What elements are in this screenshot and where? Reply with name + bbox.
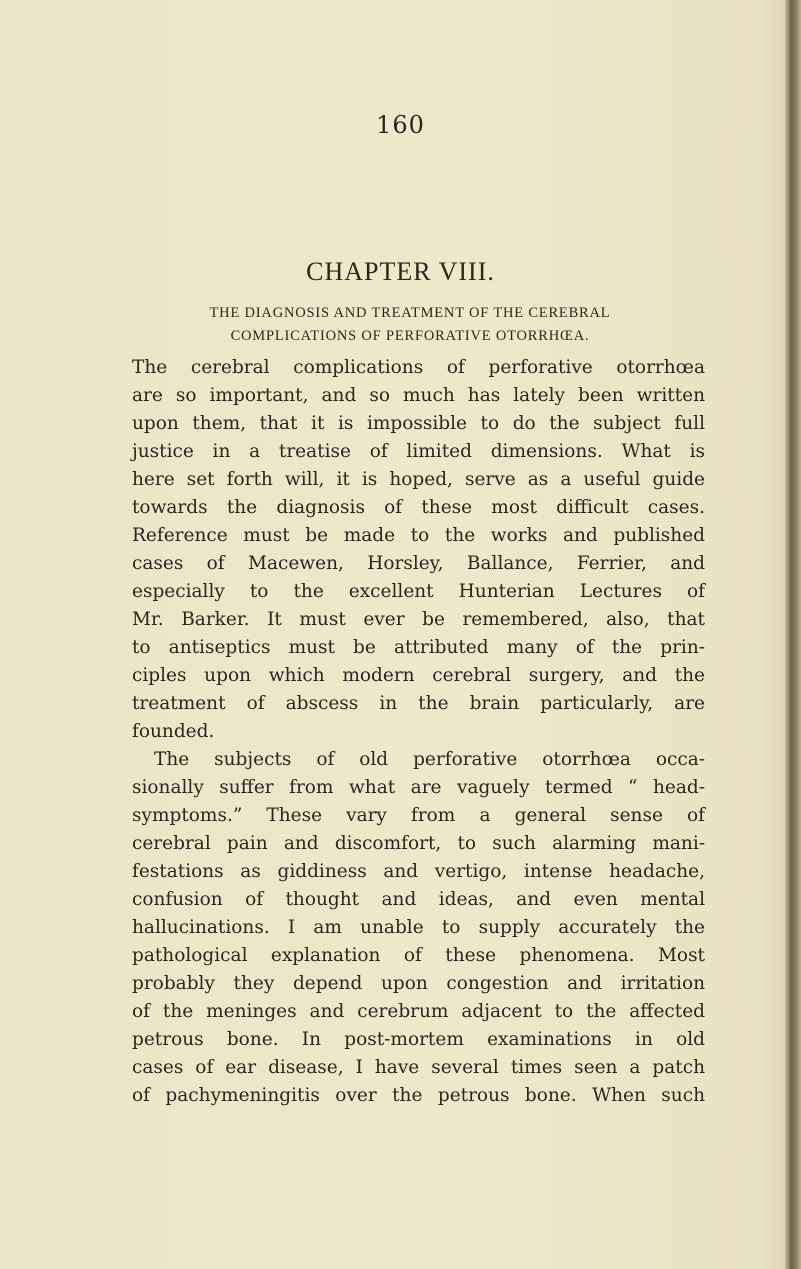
text-line: towards the diagnosis of these most difficult cases. [132, 497, 705, 518]
text-line: justice in a treatise of limited dimensions. What is [132, 441, 705, 462]
text-line: to antiseptics must be attributed many of the prin- [132, 637, 705, 658]
chapter-title: CHAPTER VIII. [306, 257, 495, 286]
text-line: sionally suffer from what are vaguely termed “ head- [132, 777, 705, 798]
text-line: especially to the excellent Hunterian Lectures of [132, 581, 705, 602]
text-line: symptoms.” These vary from a general sense of [132, 805, 705, 826]
text-line: cases of ear disease, I have several times seen a patch [132, 1057, 705, 1078]
text-line: ciples upon which modern cerebral surgery, and the [132, 665, 705, 686]
page-binding-edge [785, 0, 801, 1269]
text-line: here set forth will, it is hoped, serve as a useful guide [132, 469, 705, 490]
chapter-subtitle [140, 302, 680, 348]
text-line: upon them, that it is impossible to do the subject full [132, 413, 705, 434]
text-line: treatment of abscess in the brain particularly, are [132, 693, 705, 714]
text-line: petrous bone. In post-mortem examinations in old [132, 1029, 705, 1050]
text-line: hallucinations. I am unable to supply accurately the [132, 917, 705, 938]
text-line: pathological explanation of these phenomena. Most [132, 945, 705, 966]
text-line: cerebral pain and discomfort, to such alarming mani- [132, 833, 705, 854]
text-line: are so important, and so much has lately been written [132, 385, 705, 406]
subtitle-line: THE DIAGNOSIS AND TREATMENT OF THE CEREBRAL [209, 305, 611, 321]
text-line: Mr. Barker. It must ever be remembered, also, that [132, 609, 705, 630]
text-line: confusion of thought and ideas, and even mental [132, 889, 705, 910]
text-line: The subjects of old perforative otorrhœa occa- [154, 749, 705, 770]
subtitle-line: COMPLICATIONS OF PERFORATIVE OTORRHŒA. [230, 328, 590, 344]
page-number: 160 [376, 111, 425, 139]
body-text [132, 354, 705, 1110]
text-line: The cerebral complications of perforative otorrhœa [132, 357, 705, 378]
text-line: cases of Macewen, Horsley, Ballance, Ferrier, and [132, 553, 705, 574]
text-line: of pachymeningitis over the petrous bone. When such [132, 1085, 705, 1106]
text-line: Reference must be made to the works and published [132, 525, 705, 546]
text-line: probably they depend upon congestion and irritation [132, 973, 705, 994]
text-line: of the meninges and cerebrum adjacent to the affected [132, 1001, 705, 1022]
text-line: founded. [132, 721, 215, 742]
text-line: festations as giddiness and vertigo, intense headache, [132, 861, 705, 882]
